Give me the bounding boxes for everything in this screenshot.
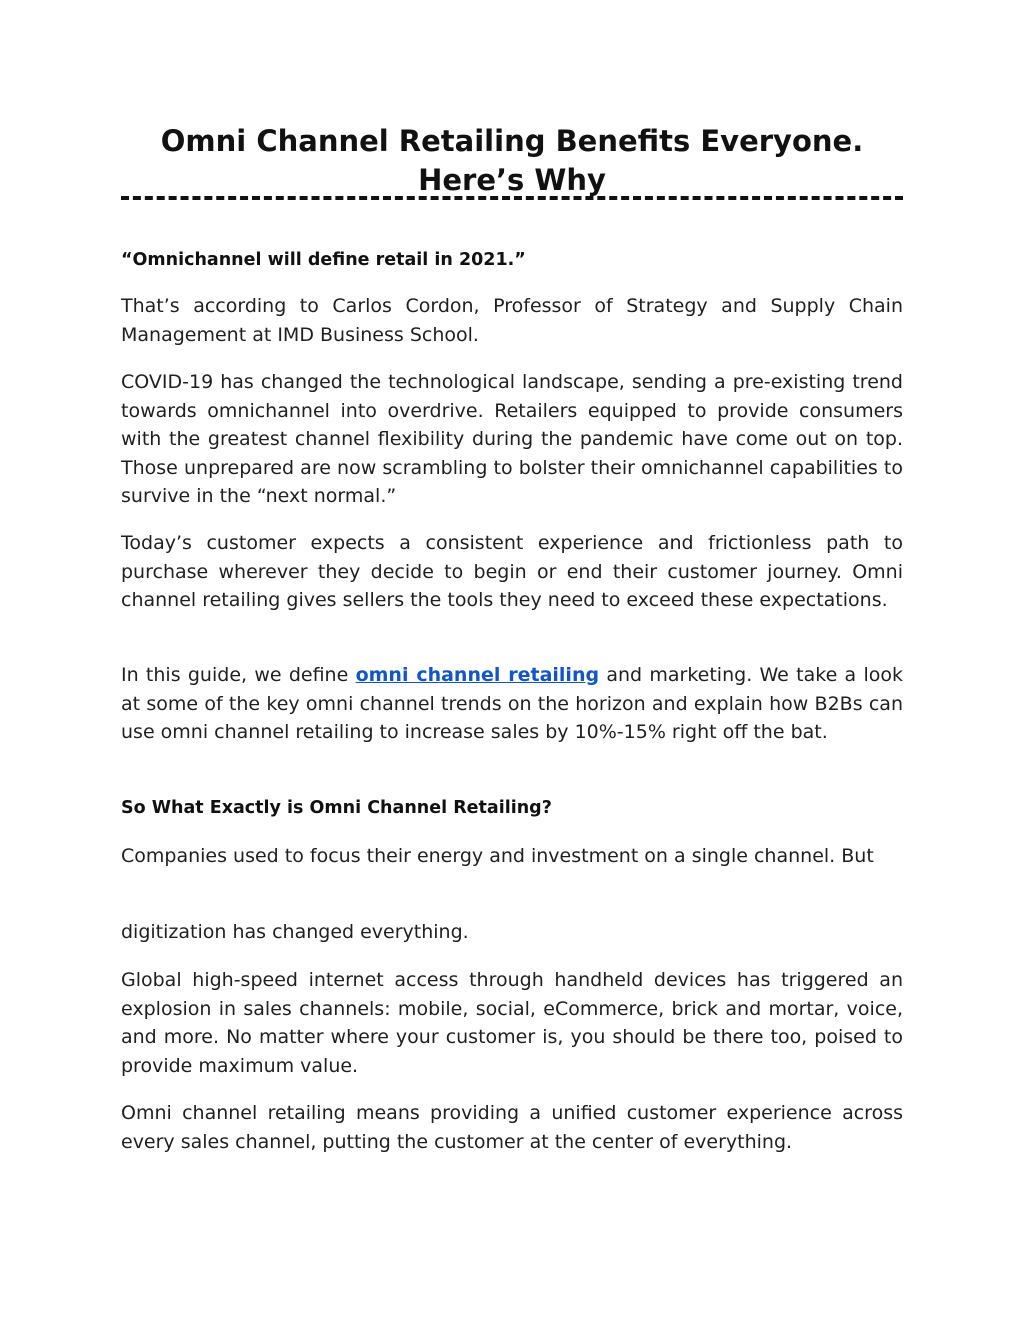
paragraph-global-access: Global high-speed internet access through handheld devices has triggered an explosion in sales channels: mobile, social, eCommerce, brick and mortar, voice, and more. No matter where your customer is, you should be there too, poised to provide maximum value.: [121, 969, 903, 1077]
paragraph-digitization: digitization has changed everything.: [121, 921, 469, 943]
paragraph-guide-intro: [121, 661, 903, 747]
title-line-2: Here’s Why: [418, 163, 606, 197]
paragraph-single-channel: Companies used to focus their energy and investment on a single channel. But: [121, 845, 874, 867]
guide-intro-text-after: and marketing. We take a look at some of the key omni channel trends on the horizon and explain how B2Bs can use omni channel retailing to increase sales by 10%-15% right off the bat.: [121, 664, 903, 743]
paragraph-covid: COVID-19 has changed the technological landscape, sending a pre-existing trend towards omnichannel into overdrive. Retailers equipped to provide consumers with the greatest channel flexibility during the pandemic have come out on top. Those unprepared are now scrambling to bolster their omnichannel capabilities to survive in the “next normal.”: [121, 371, 903, 507]
paragraph-definition: Omni channel retailing means providing a unified customer experience across every sales channel, putting the customer at the center of everything.: [121, 1102, 903, 1153]
paragraph-customer-expectations: Today’s customer expects a consistent experience and frictionless path to purchase wherever they decide to begin or end their customer journey. Omni channel retailing gives sellers the tools they need to exceed these expectations.: [121, 532, 903, 611]
opening-quote: “Omnichannel will define retail in 2021.”: [121, 250, 526, 270]
paragraph-attribution: That’s according to Carlos Cordon, Professor of Strategy and Supply Chain Management at IMD Business School.: [121, 295, 903, 346]
guide-intro-text-before: In this guide, we define: [121, 664, 356, 686]
dashed-divider: [121, 196, 903, 200]
title-line-1: Omni Channel Retailing Benefits Everyone.: [160, 124, 864, 158]
document-title: [121, 122, 903, 200]
section-heading: So What Exactly is Omni Channel Retailing?: [121, 798, 552, 818]
omni-channel-retailing-link[interactable]: omni channel retailing: [355, 664, 600, 686]
